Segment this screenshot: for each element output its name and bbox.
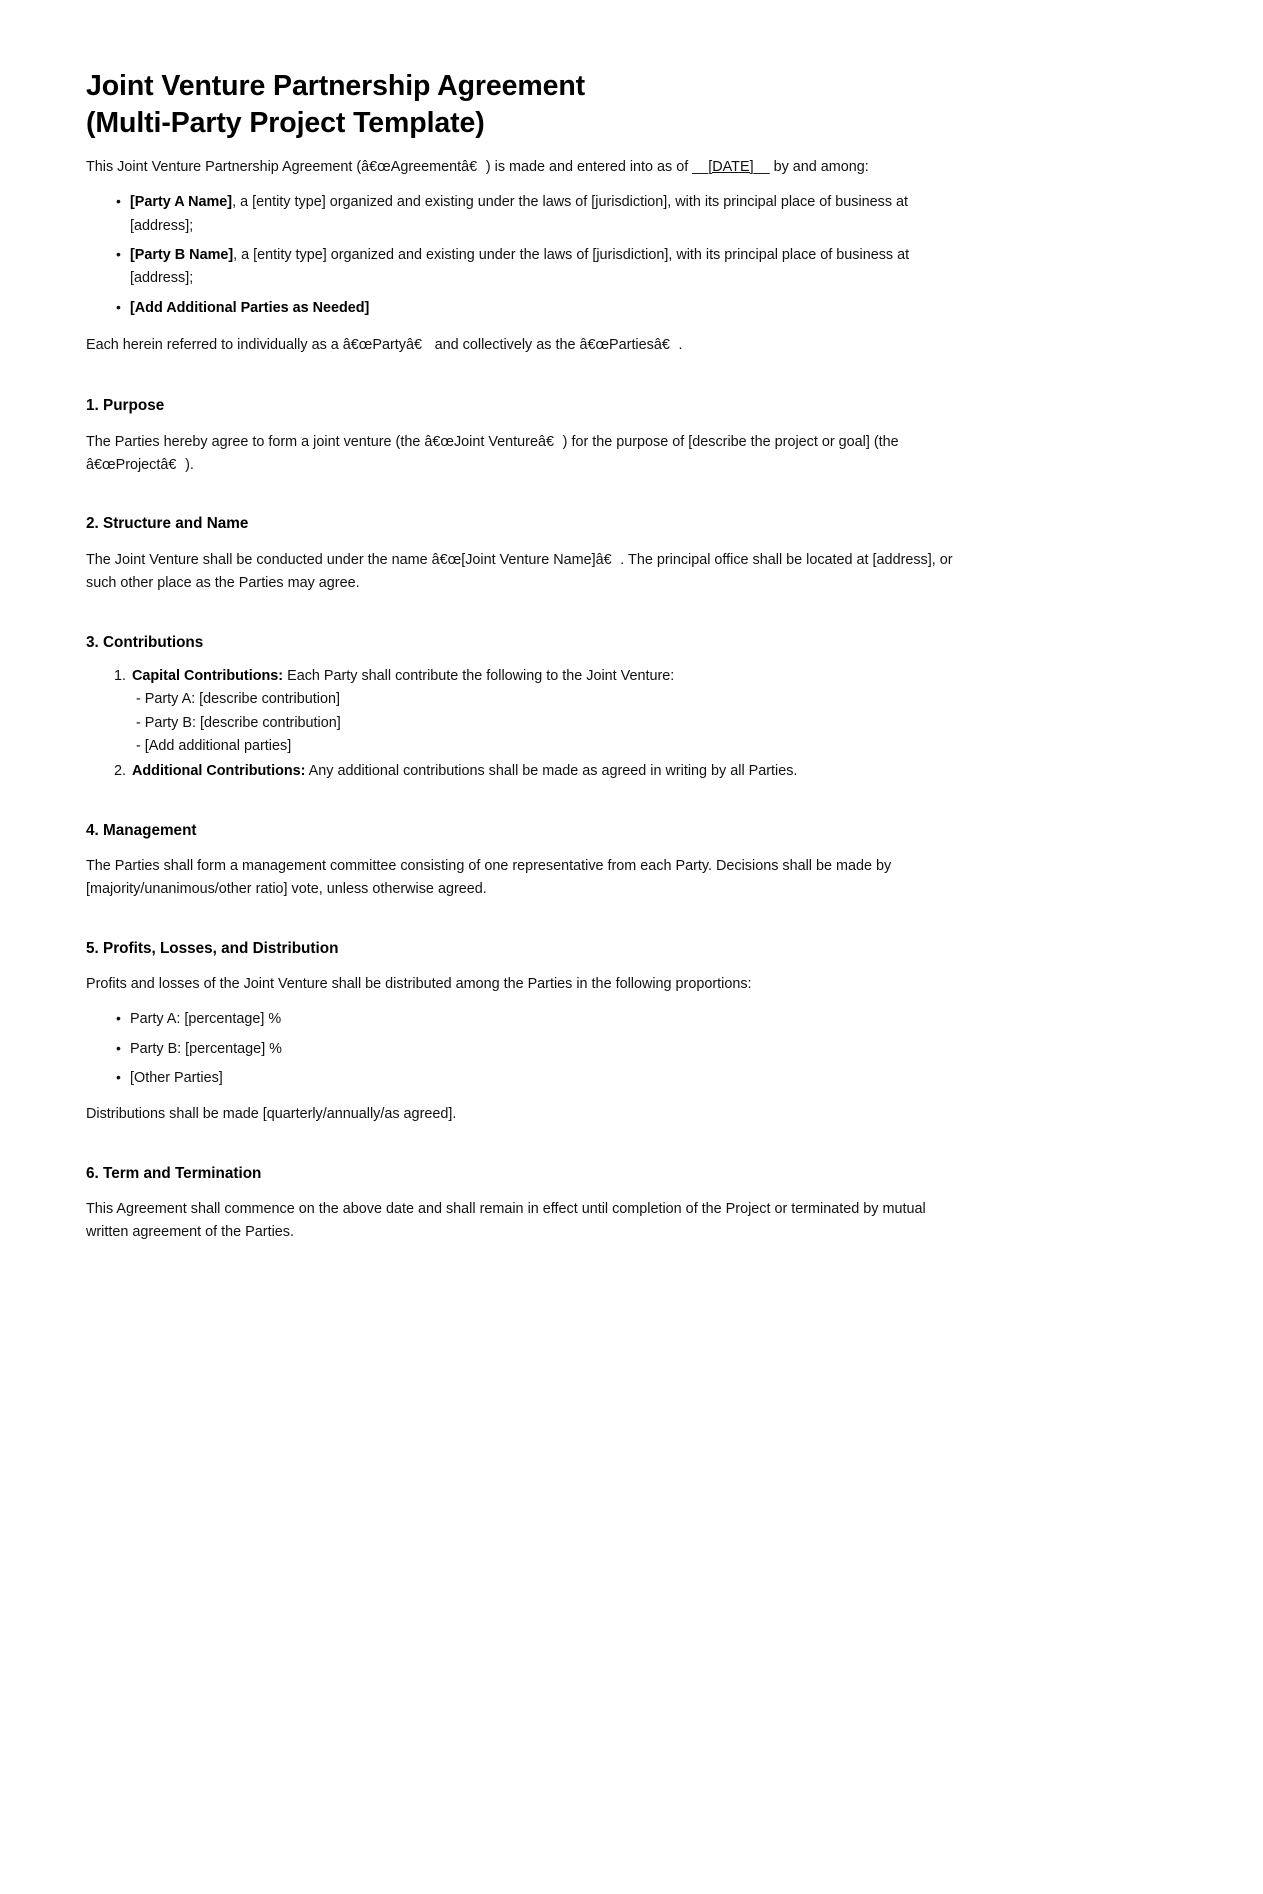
intro-after-date: __ by and among:	[753, 159, 869, 176]
additional-contributions-text: Any additional contributions shall be made as agreed in writing by all Parties.	[305, 763, 798, 780]
party-b-name: [Party B Name]	[130, 247, 234, 264]
section-body-profits-losses-distribution: Profits and losses of the Joint Venture shall be distributed among the Parties in the following proportions:	[86, 976, 752, 993]
section-heading-structure-and-name: 2. Structure and Name	[86, 515, 249, 533]
section-heading-term-and-termination: 6. Term and Termination	[86, 1164, 262, 1182]
list-item	[116, 191, 966, 238]
capital-contributions-label: Capital Contributions:	[132, 667, 284, 684]
additional-contributions-label: Additional Contributions:	[132, 763, 306, 780]
section-body-purpose: The Parties hereby agree to form a joint venture (the â€œJoint Ventureâ€) for the purpose of [describe the project or goal] (the â€œProjectâ€).	[86, 433, 899, 474]
list-item: • Party B: [percentage] %	[116, 1038, 966, 1061]
list-item	[116, 244, 966, 291]
contributions-list	[86, 665, 966, 784]
contribution-subline-party-a: - Party A: [describe contribution]	[136, 691, 340, 708]
list-item	[116, 760, 966, 783]
intro-date-placeholder: [DATE]	[708, 159, 754, 176]
section-heading-management: 4. Management	[86, 821, 197, 839]
distribution-proportions-list	[86, 1008, 966, 1090]
page-title-line-2: (Multi-Party Project Template)	[86, 107, 485, 140]
list-item: • [Other Parties]	[116, 1067, 966, 1090]
definitions-paragraph: Each herein referred to individually as a â€œPartyâ€ and collectively as the â€œPartiesâ€.	[86, 337, 683, 354]
section-heading-contributions: 3. Contributions	[86, 633, 204, 651]
party-a-name: [Party A Name]	[130, 194, 233, 211]
parties-list	[86, 191, 966, 320]
contribution-subline-additional: - [Add additional parties]	[136, 737, 292, 754]
contribution-subline-party-b: - Party B: [describe contribution]	[136, 714, 341, 731]
intro-paragraph	[86, 156, 966, 179]
party-b-detail: , a [entity type] organized and existing under the laws of [jurisdiction], with its principal place of business at [address];	[130, 247, 910, 287]
page-title-line-1: Joint Venture Partnership Agreement	[86, 70, 586, 102]
section-body-term-and-termination: This Agreement shall commence on the above date and shall remain in effect until completion of the Project or terminated by mutual written agreement of the Parties.	[86, 1201, 926, 1241]
document-body	[86, 68, 966, 1245]
capital-contributions-text: Each Party shall contribute the following to the Joint Venture:	[283, 667, 675, 684]
section-heading-purpose: 1. Purpose	[86, 397, 165, 415]
section-body-management: The Parties shall form a management committee consisting of one representative from each Party. Decisions shall be made by [majority/unanimous/other ratio] vote, unless otherwise agreed.	[86, 857, 892, 898]
section-body-structure-and-name: The Joint Venture shall be conducted under the name â€œ[Joint Venture Name]â€. The principal office shall be located at [address], or such other place as the Parties may agree.	[86, 551, 953, 592]
party-a-detail: , a [entity type] organized and existing under the laws of [jurisdiction], with its principal place of business at [address];	[130, 194, 909, 234]
list-item: • Party A: [percentage] %	[116, 1008, 966, 1031]
list-item	[116, 665, 966, 758]
page-title	[86, 68, 966, 142]
list-item	[116, 297, 966, 320]
intro-before-date: This Joint Venture Partnership Agreement (â€œAgreementâ€) is made and entered into as of __	[86, 159, 709, 176]
additional-parties-note: [Add Additional Parties as Needed]	[130, 299, 370, 316]
distribution-frequency-text: Distributions shall be made [quarterly/annually/as agreed].	[86, 1106, 457, 1123]
section-heading-profits-losses-distribution: 5. Profits, Losses, and Distribution	[86, 939, 339, 957]
